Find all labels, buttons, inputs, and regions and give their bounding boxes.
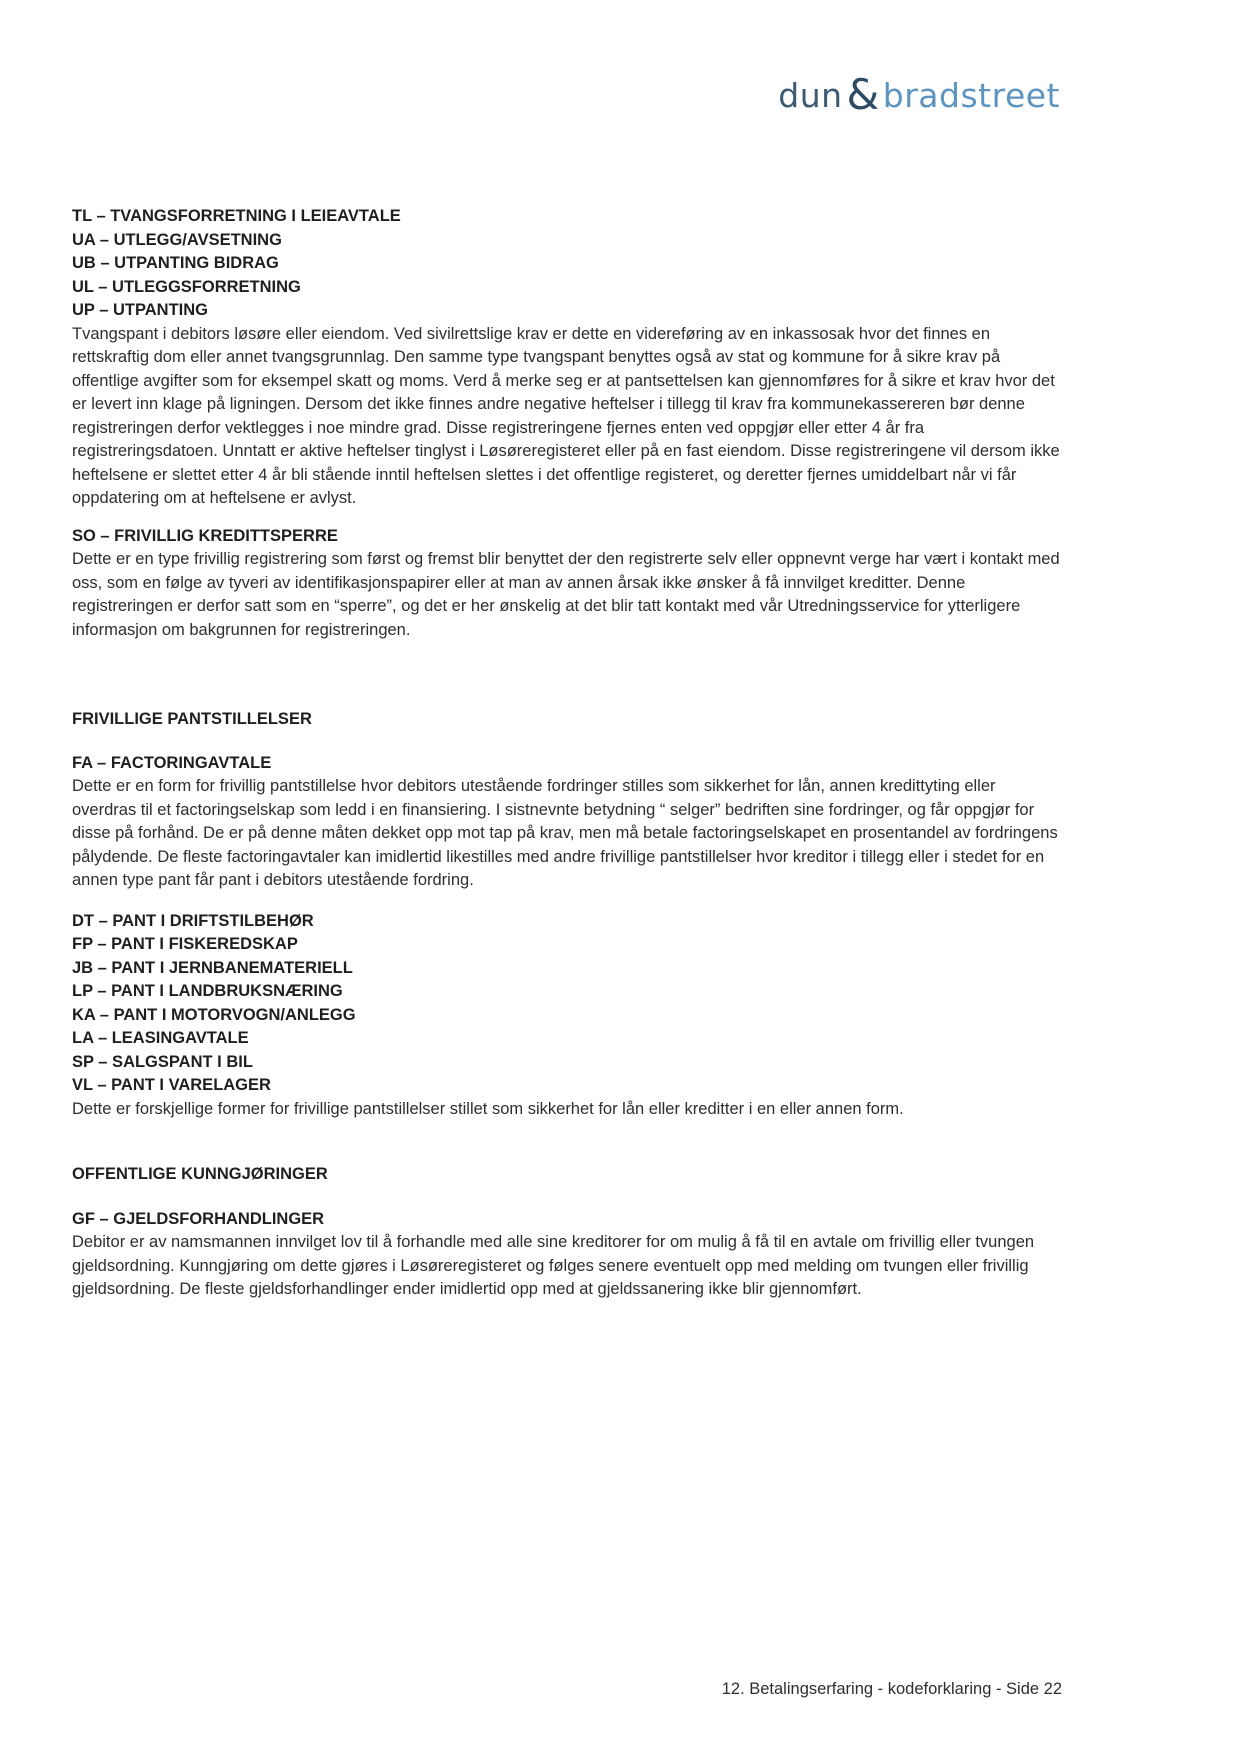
- footer-pagination: 12. Betalingserfaring - kodeforklaring - Side 22: [721, 1680, 1062, 1698]
- paragraph-factoringavtale: Dette er en form for frivillig pantstillelse hvor debitors utestående fordringer stilles som sikkerhet for lån, annen kredittyting eller overdras til et factoringselskap som ledd i en finansiering. I sistnevnte betydning “ selger” bedriften sine fordringer, og får oppgjør for disse på forhånd. De er på denne måten dekket opp mot tap på krav, men må betale factoringselskapet en prosentandel av fordringens pålydende. De fleste factoringavtaler kan imidlertid likestilles med andre frivillige pantstillelser hvor kreditor i tillegg eller i stedet for en annen type pant får pant i debitors utestående fordring.: [72, 777, 1058, 889]
- code-item: UP – UTPANTING: [72, 301, 208, 319]
- section-heading-frivillige-pantstillelser: FRIVILLIGE PANTSTILLELSER: [72, 710, 312, 728]
- section-heading-offentlige-kunngjoringer: OFFENTLIGE KUNNGJØRINGER: [72, 1165, 328, 1183]
- ampersand-icon: &: [846, 70, 880, 119]
- paragraph-frivillige-former: Dette er forskjellige former for frivillige pantstillelser stillet som sikkerhet for lån eller kreditter i en eller annen form.: [72, 1099, 904, 1118]
- code-item: LP – PANT I LANDBRUKSNÆRING: [72, 982, 343, 1000]
- code-item: KA – PANT I MOTORVOGN/ANLEGG: [72, 1005, 356, 1024]
- code-item: DT – PANT I DRIFTSTILBEHØR: [72, 911, 314, 930]
- code-item: LA – LEASINGAVTALE: [72, 1029, 249, 1047]
- logo-text-bradstreet: bradstreet: [882, 76, 1060, 115]
- code-list-tvangsforretning: [72, 205, 1062, 323]
- heading-gf-gjeldsforhandlinger: GF – GJELDSFORHANDLINGER: [72, 1209, 325, 1228]
- code-item: SP – SALGSPANT I BIL: [72, 1052, 253, 1071]
- code-item: FP – PANT I FISKEREDSKAP: [72, 935, 298, 953]
- logo-text-dun: dun: [778, 76, 843, 115]
- code-item: UB – UTPANTING BIDRAG: [72, 254, 279, 272]
- code-item: UL – UTLEGGSFORRETNING: [72, 277, 301, 296]
- code-item: JB – PANT I JERNBANEMATERIELL: [72, 958, 353, 977]
- code-item: TL – TVANGSFORRETNING I LEIEAVTALE: [72, 207, 401, 225]
- heading-fa-factoringavtale: FA – FACTORINGAVTALE: [72, 753, 272, 772]
- code-item: UA – UTLEGG/AVSETNING: [72, 230, 282, 249]
- code-item: VL – PANT I VARELAGER: [72, 1076, 271, 1094]
- paragraph-kredittsperre: Dette er en type frivillig registrering som først og fremst blir benyttet der den registrerte selv eller oppnevnt verge har vært i kontakt med oss, som en følge av tyveri av identifikasjonspapirer eller at man av annen årsak ikke ønsker å få innvilget kreditter. Denne registreringen er derfor satt som en “sperre”, og det er her ønskelig at det blir tatt kontakt med vår Utredningsservice for ytterligere informasjon om bakgrunnen for registreringen.: [72, 550, 1060, 639]
- paragraph-gjeldsforhandlinger: Debitor er av namsmannen innvilget lov til å forhandle med alle sine kreditorer for om mulig å få til en avtale om frivillig eller tvungen gjeldsordning. Kunngjøring om dette gjøres i Løsøreregisteret og følges senere eventuelt opp med melding om tvungen eller frivillig gjeldsordning. De fleste gjeldsforhandlinger ender imidlertid opp med at gjeldssanering ikke blir gjennomført.: [72, 1233, 1035, 1298]
- heading-so-frivillig-kredittsperre: SO – FRIVILLIG KREDITTSPERRE: [72, 526, 338, 545]
- code-list-pant: [72, 910, 1062, 1098]
- paragraph-tvangspant: Tvangspant i debitors løsøre eller eiendom. Ved sivilrettslige krav er dette en videreføring av en inkassosak hvor det finnes en rettskraftig dom eller annet tvangsgrunnlag. Den samme type tvangspant benyttes også av stat og kommune for å sikre krav på offentlige avgifter som for eksempel skatt og moms. Verd å merke seg er at pantsettelsen kan gjennomføres for å sikre et krav hvor det er levert inn klage på ligningen. Dersom det ikke finnes andre negative heftelser i tillegg til krav fra kommunekassereren bør denne registreringen derfor vektlegges i noe mindre grad. Disse registreringene fjernes enten ved oppgjør eller etter 4 år fra registreringsdatoen. Unntatt er aktive heftelser tinglyst i Løsøreregisteret eller på en fast eiendom. Disse registreringene vil dersom ikke heftelsene er slettet etter 4 år bli stående inntil heftelsen slettes i det offentlige registeret, og deretter fjernes umiddelbart når vi får oppdatering om at heftelsene er avlyst.: [72, 324, 1060, 507]
